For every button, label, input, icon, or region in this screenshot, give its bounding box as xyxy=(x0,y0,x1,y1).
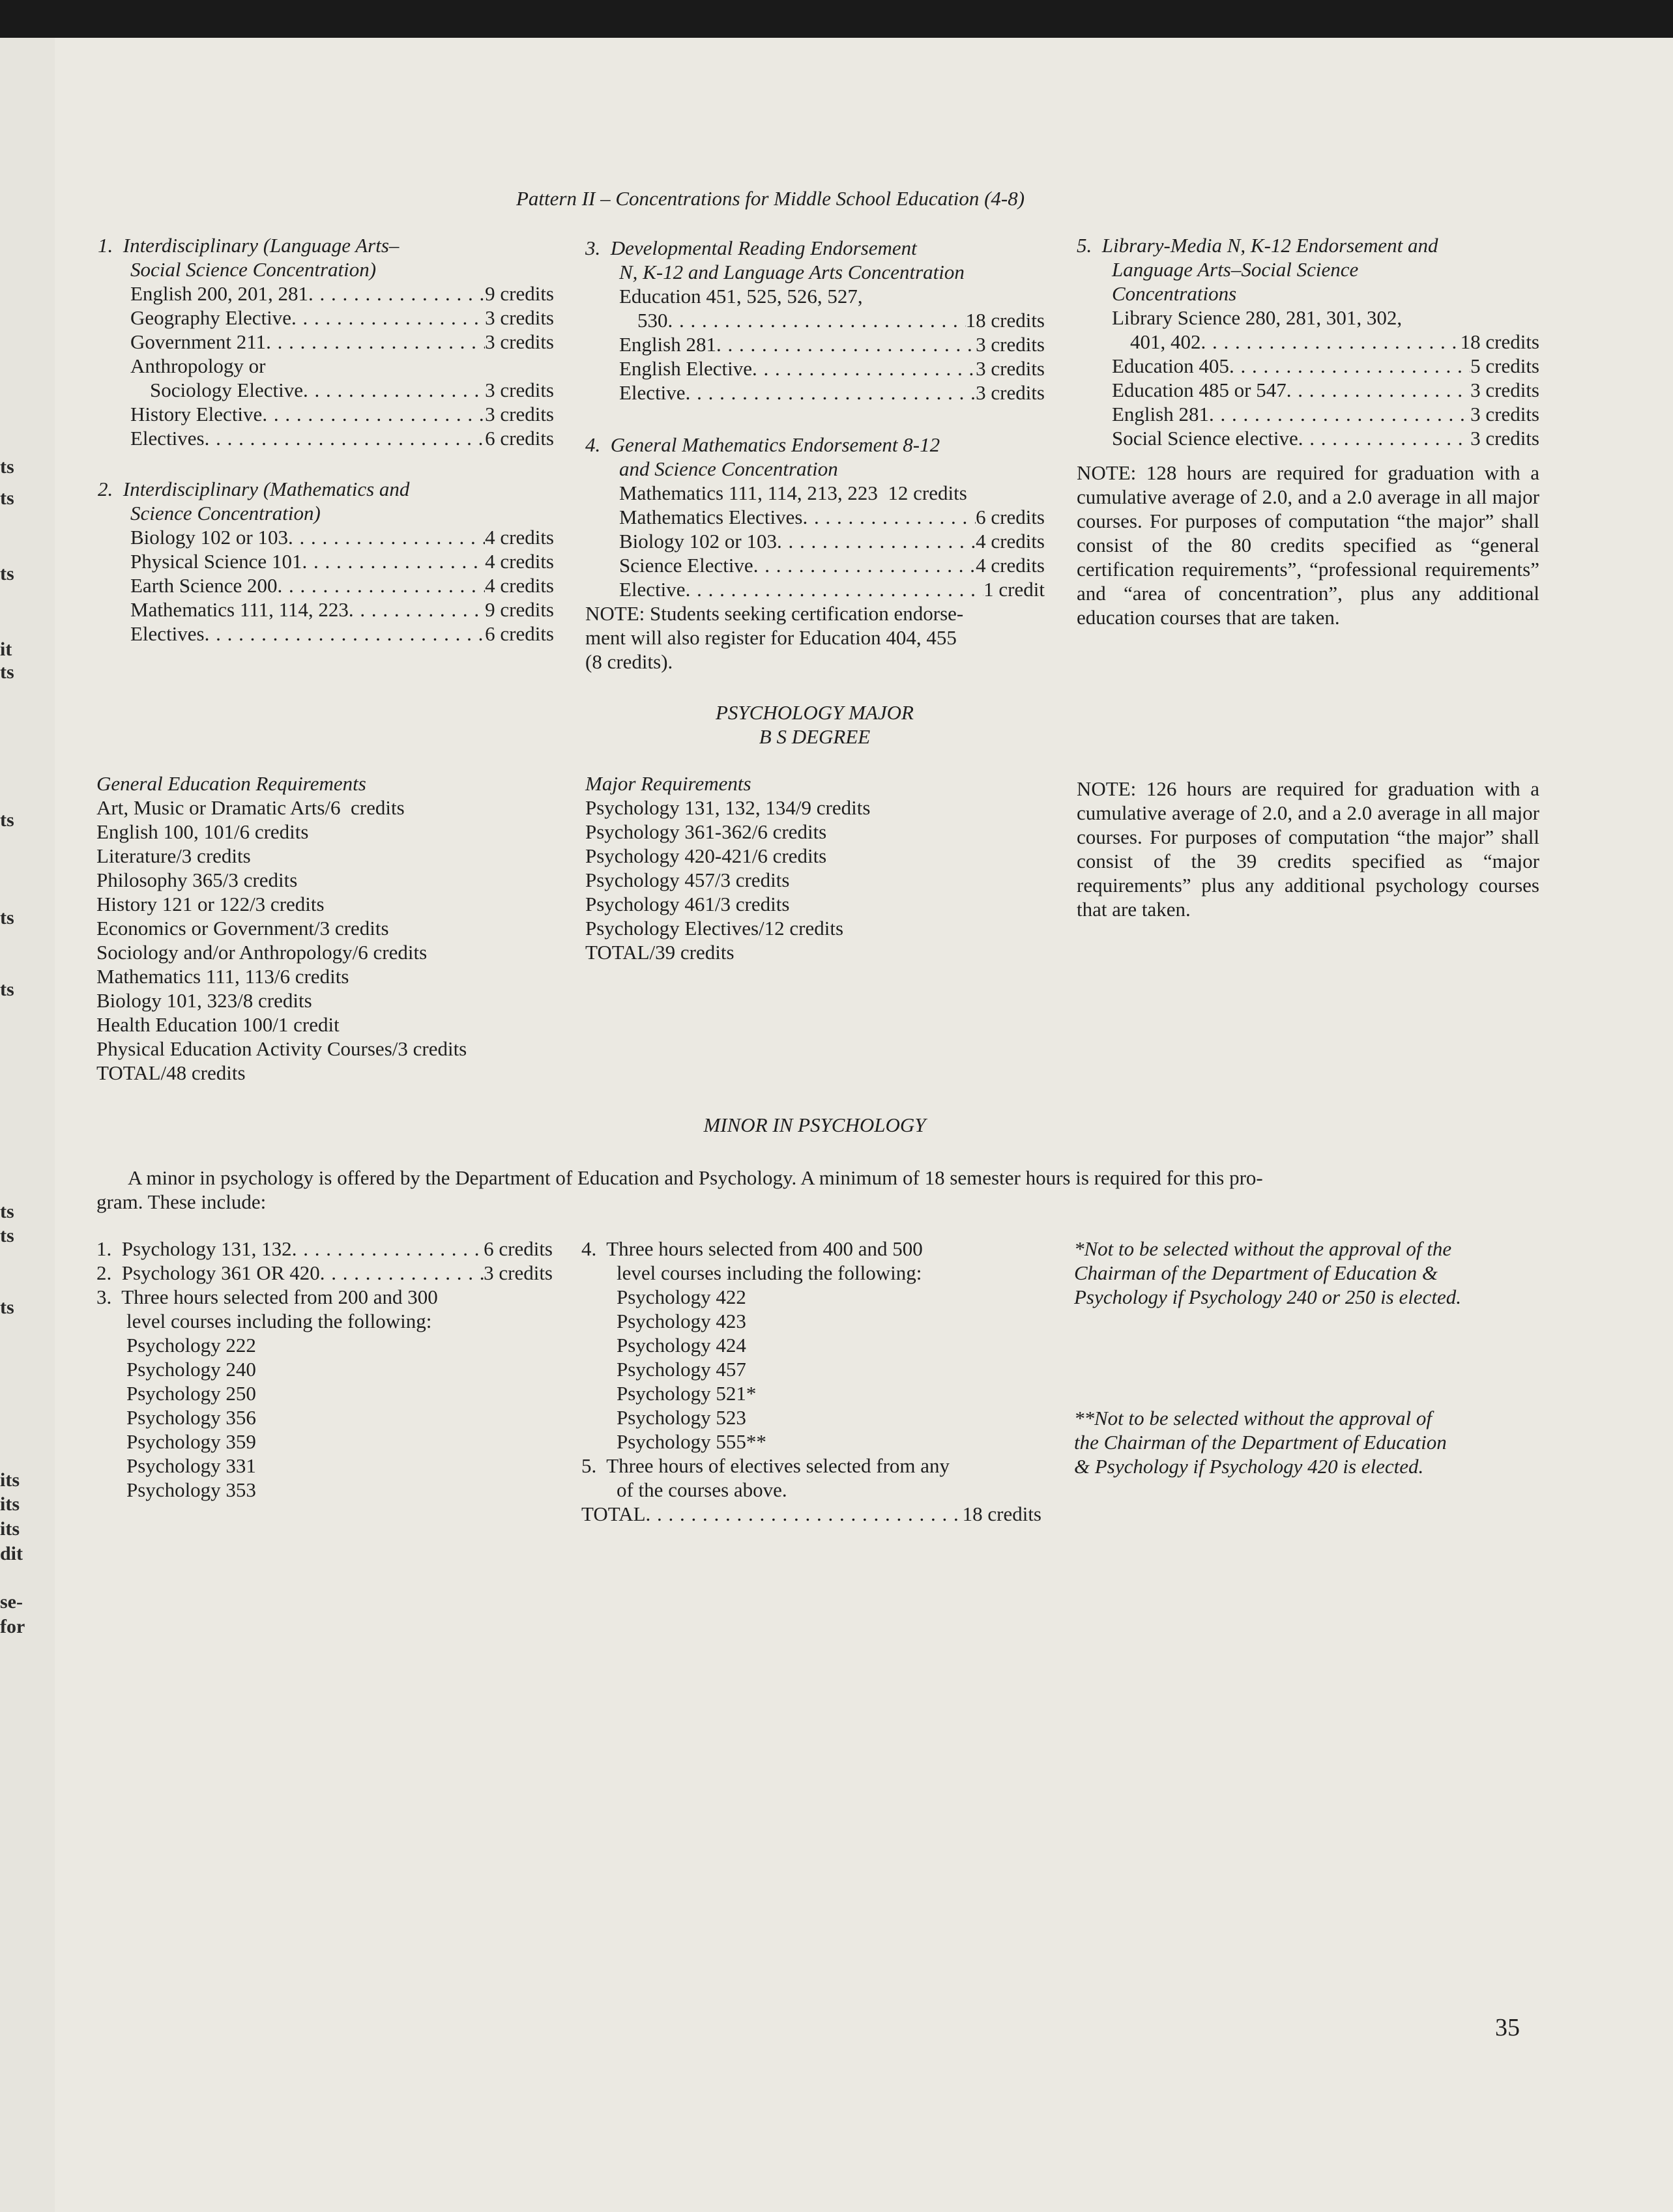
credit-row: Social Science elective . . . 3 credits xyxy=(1077,426,1539,450)
margin-fragment: dit xyxy=(0,1543,23,1564)
section-heading: Science Concentration) xyxy=(130,502,321,524)
margin-fragment: ts xyxy=(0,1201,14,1222)
minor-item-4: 4. Three hours selected from 400 and 500 xyxy=(581,1237,923,1260)
course-item: Psychology 457 xyxy=(617,1358,746,1381)
section-heading: Language Arts–Social Science xyxy=(1112,258,1359,281)
credit-row: English 281 . . . 3 credits xyxy=(1077,402,1539,426)
requirement-item: TOTAL/39 credits xyxy=(585,941,735,964)
margin-fragment: se- xyxy=(0,1591,23,1613)
section-heading: 2. Interdisciplinary (Mathematics and xyxy=(98,478,410,500)
credit-row: Mathematics Electives . . . 6 credits xyxy=(585,505,1045,529)
credit-row: Earth Science 200 . . . 4 credits xyxy=(98,573,554,597)
minor-item-5-cont: of the courses above. xyxy=(617,1478,787,1501)
margin-fragment: its xyxy=(0,1493,20,1515)
course-item: Psychology 331 xyxy=(126,1454,256,1477)
course-item: Psychology 240 xyxy=(126,1358,256,1381)
course-text: Anthropology or xyxy=(130,354,266,377)
section-heading: 1. Interdisciplinary (Language Arts– xyxy=(98,234,400,257)
note-line: (8 credits). xyxy=(585,650,673,673)
minor-items-col1 xyxy=(96,1237,553,1502)
course-item: Psychology 523 xyxy=(617,1406,746,1429)
margin-fragment: its xyxy=(0,1518,20,1540)
requirement-item: Biology 101, 323/8 credits xyxy=(96,989,312,1012)
margin-fragment: ts xyxy=(0,979,14,1000)
course-text: Education 451, 525, 526, 527, xyxy=(619,285,863,308)
requirement-item: Psychology 361-362/6 credits xyxy=(585,820,827,843)
credit-row: 401, 402 . . . 18 credits xyxy=(1077,330,1539,354)
course-text: Library Science 280, 281, 301, 302, xyxy=(1112,306,1403,329)
footnote-1 xyxy=(1074,1237,1543,1309)
section-heading: 3. Developmental Reading Endorsement xyxy=(585,237,917,259)
minor-title: MINOR IN PSYCHOLOGY xyxy=(703,1113,926,1136)
credit-row: Geography Elective . . . 3 credits xyxy=(98,306,554,330)
footnote-line: Psychology if Psychology 240 or 250 is elected. xyxy=(1074,1286,1462,1308)
course-item: Psychology 359 xyxy=(126,1430,256,1453)
note-line: NOTE: Students seeking certification endorse- xyxy=(585,602,964,625)
requirement-item: Economics or Government/3 credits xyxy=(96,917,389,940)
section-heading: N, K-12 and Language Arts Concentration xyxy=(619,261,965,283)
requirement-item: Health Education 100/1 credit xyxy=(96,1013,340,1036)
facing-page-edge xyxy=(0,0,55,2212)
credit-row: English Elective . . . 3 credits xyxy=(585,356,1045,381)
credit-row: Mathematics 111, 114, 223 . . . 9 credits xyxy=(98,597,554,622)
credit-row: Education 485 or 547 . . . 3 credits xyxy=(1077,378,1539,402)
requirement-item: History 121 or 122/3 credits xyxy=(96,893,325,915)
course-item: Psychology 356 xyxy=(126,1406,256,1429)
section-heading: and Science Concentration xyxy=(619,457,838,480)
psych-major-degree: B S DEGREE xyxy=(759,725,871,748)
requirement-item: Psychology 420-421/6 credits xyxy=(585,844,827,867)
credit-row: Education 405 . . . 5 credits xyxy=(1077,354,1539,378)
credit-row: Sociology Elective . . . 3 credits xyxy=(98,378,554,402)
requirement-item: Psychology Electives/12 credits xyxy=(585,917,844,940)
margin-fragment: ts xyxy=(0,563,14,584)
page-number: 35 xyxy=(1495,2014,1520,2041)
requirement-item: Psychology 457/3 credits xyxy=(585,869,790,891)
credit-row: Science Elective . . . 4 credits xyxy=(585,553,1045,577)
requirement-item: Art, Music or Dramatic Arts/6 credits xyxy=(96,796,405,819)
graduation-note-39: NOTE: 126 hours are required for graduation with a cumulative average of 2.0, and a 2.0 average in all major courses. For purposes of computation “the major” shall consist of the 39 credits specified as “major requirements” plus any additional psychology courses that are taken. xyxy=(1077,777,1539,921)
margin-fragment: for xyxy=(0,1616,25,1637)
minor-item-3-cont: level courses including the following: xyxy=(126,1310,432,1332)
course-item: Psychology 521* xyxy=(617,1382,757,1405)
course-item: Psychology 423 xyxy=(617,1310,746,1332)
margin-fragment: ts xyxy=(0,907,14,928)
credit-row: Physical Science 101 . . . 4 credits xyxy=(98,549,554,573)
pattern-title: Pattern II – Concentrations for Middle School Education (4-8) xyxy=(516,187,1025,210)
scan-border xyxy=(0,0,55,38)
margin-fragment: ts xyxy=(0,487,14,509)
credit-row: Biology 102 or 103 . . . 4 credits xyxy=(585,529,1045,553)
footnote-2 xyxy=(1074,1406,1543,1478)
requirement-item: Physical Education Activity Courses/3 credits xyxy=(96,1037,467,1060)
credit-row: Biology 102 or 103 . . . 4 credits xyxy=(98,525,554,549)
section-heading: General Education Requirements xyxy=(96,772,366,795)
requirement-item: Psychology 131, 132, 134/9 credits xyxy=(585,796,871,819)
requirement-item: TOTAL/48 credits xyxy=(96,1061,246,1084)
course-item: Psychology 353 xyxy=(126,1478,256,1501)
credit-row: Elective . . . 3 credits xyxy=(585,381,1045,405)
requirement-item: Psychology 461/3 credits xyxy=(585,893,790,915)
note-line: ment will also register for Education 404, 455 xyxy=(585,626,957,649)
course-item: Psychology 222 xyxy=(126,1334,256,1357)
section-heading: Major Requirements xyxy=(585,772,751,795)
margin-fragment: ts xyxy=(0,1225,14,1246)
credit-row: Electives . . . 6 credits xyxy=(98,426,554,450)
credit-row: History Elective . . . 3 credits xyxy=(98,402,554,426)
requirement-item: Literature/3 credits xyxy=(96,844,251,867)
requirement-item: Mathematics 111, 113/6 credits xyxy=(96,965,349,988)
credit-row: Government 211 . . . 3 credits xyxy=(98,330,554,354)
general-education-requirements xyxy=(96,771,579,1085)
footnote-line: Chairman of the Department of Education & xyxy=(1074,1261,1438,1284)
margin-fragment: it xyxy=(0,639,12,660)
total-row: TOTAL . . . 18 credits xyxy=(581,1502,1041,1526)
credit-row: 530 . . . 18 credits xyxy=(585,308,1045,332)
concentration-5 xyxy=(1077,233,1539,450)
margin-fragment: ts xyxy=(0,809,14,831)
minor-intro-line2: gram. These include: xyxy=(96,1190,267,1213)
concentration-1 xyxy=(98,233,554,450)
scan-border-top xyxy=(55,0,1673,38)
course-item: Psychology 422 xyxy=(617,1286,746,1308)
course-item: Psychology 555** xyxy=(617,1430,766,1453)
concentration-4 xyxy=(585,433,1045,674)
credit-row: Elective . . . 1 credit xyxy=(585,577,1045,601)
minor-item-5: 5. Three hours of electives selected from any xyxy=(581,1454,950,1477)
credit-row: 2. Psychology 361 OR 420 . . . 3 credits xyxy=(96,1261,553,1285)
concentration-3 xyxy=(585,236,1045,405)
major-requirements xyxy=(585,771,1041,964)
credit-row: English 200, 201, 281 . . . 9 credits xyxy=(98,281,554,306)
footnote-line: the Chairman of the Department of Education xyxy=(1074,1431,1447,1454)
concentration-2 xyxy=(98,477,554,646)
section-heading: 4. General Mathematics Endorsement 8-12 xyxy=(585,433,940,456)
course-item: Psychology 424 xyxy=(617,1334,746,1357)
minor-intro-line1: A minor in psychology is offered by the Department of Education and Psychology. A minimum of 18 semester hours is required for this pro- xyxy=(128,1166,1263,1189)
margin-fragment: ts xyxy=(0,1297,14,1318)
requirement-item: English 100, 101/6 credits xyxy=(96,820,309,843)
credit-row: Electives . . . 6 credits xyxy=(98,622,554,646)
credit-row: Mathematics 111, 114, 213, 223 12 credits xyxy=(619,481,967,504)
psych-major-title: PSYCHOLOGY MAJOR xyxy=(716,701,914,724)
course-item: Psychology 250 xyxy=(126,1382,256,1405)
footnote-line: **Not to be selected without the approval of xyxy=(1074,1407,1433,1429)
credit-row: 1. Psychology 131, 132 . . . 6 credits xyxy=(96,1237,553,1261)
margin-fragment: its xyxy=(0,1469,20,1491)
margin-fragment: ts xyxy=(0,456,14,478)
section-heading: 5. Library-Media N, K-12 Endorsement and xyxy=(1077,234,1438,257)
footnote-line: *Not to be selected without the approval of the xyxy=(1074,1237,1452,1260)
requirement-item: Philosophy 365/3 credits xyxy=(96,869,298,891)
minor-items-col2 xyxy=(581,1237,1041,1526)
credit-row: English 281 . . . 3 credits xyxy=(585,332,1045,356)
minor-item-3: 3. Three hours selected from 200 and 300 xyxy=(96,1286,438,1308)
requirement-item: Sociology and/or Anthropology/6 credits xyxy=(96,941,428,964)
footnote-line: & Psychology if Psychology 420 is elected. xyxy=(1074,1455,1424,1478)
section-heading: Social Science Concentration) xyxy=(130,258,377,281)
section-heading: Concentrations xyxy=(1112,282,1237,305)
graduation-note-80: NOTE: 128 hours are required for graduation with a cumulative average of 2.0, and a 2.0 average in all major courses. For purposes of computation “the major” shall consist of the 80 credits specified as “general certification requirements”, “professional requirements” and “area of concentration”, plus any additional education courses that are taken. xyxy=(1077,461,1539,629)
minor-item-4-cont: level courses including the following: xyxy=(617,1261,922,1284)
margin-fragment: ts xyxy=(0,661,14,683)
